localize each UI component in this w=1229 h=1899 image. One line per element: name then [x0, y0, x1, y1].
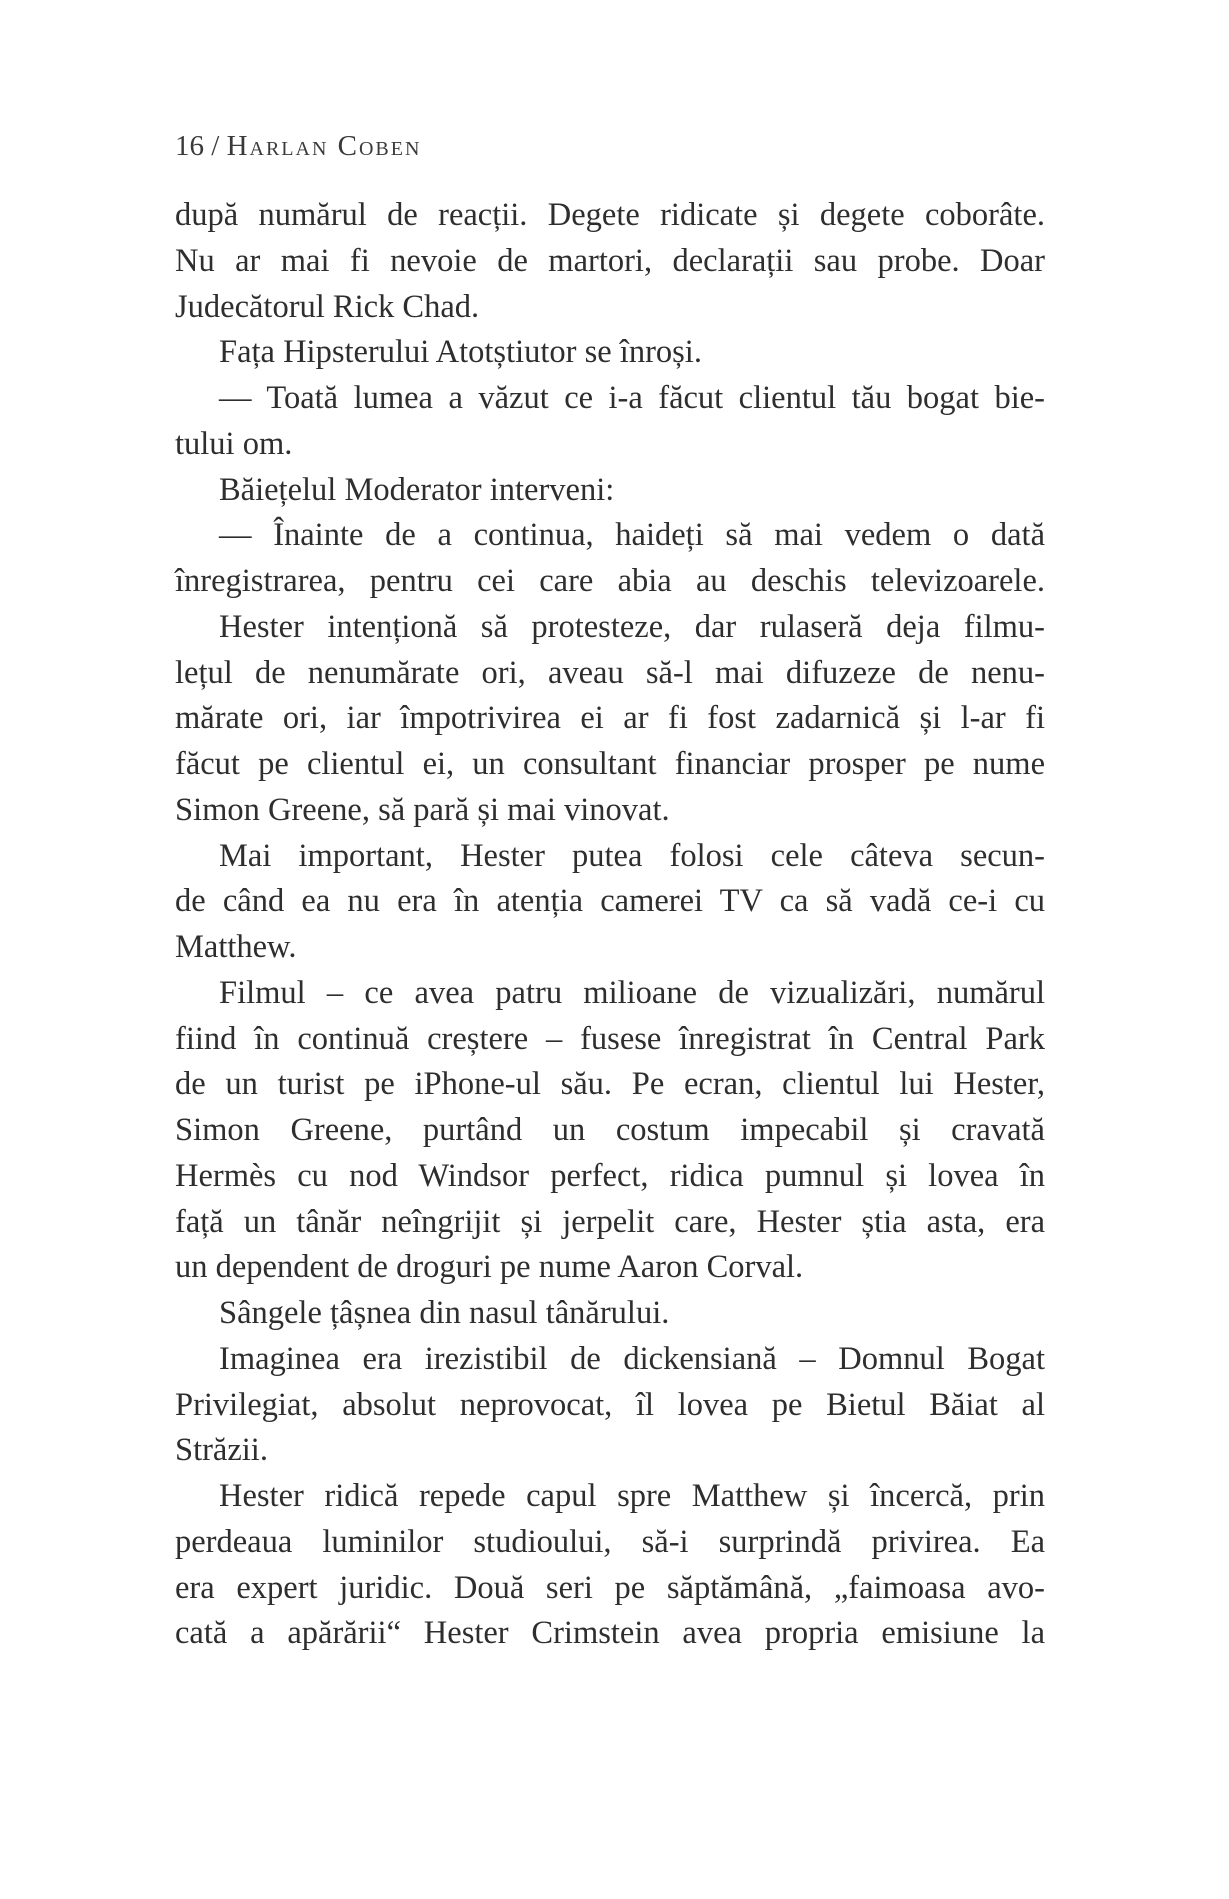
text-line: Simon Greene, purtând un costum impecabil și cravată	[175, 1112, 1045, 1148]
header-separator: /	[211, 130, 220, 162]
text-line: Hermès cu nod Windsor perfect, ridica pumnul și lovea în	[175, 1157, 1045, 1194]
text-line: Hester ridică repede capul spre Matthew și încercă, prin	[219, 1478, 1045, 1514]
body-text	[175, 193, 1045, 1657]
text-line: Judecătorul Rick Chad.	[175, 288, 480, 325]
text-line: Imaginea era irezistibil de dickensiană – Domnul Bogat	[219, 1340, 1045, 1377]
text-line: Băiețelul Moderator interveni:	[219, 471, 615, 508]
author-name: Harlan Coben	[226, 130, 422, 162]
text-line: un dependent de droguri pe nume Aaron Corval.	[175, 1249, 804, 1286]
text-line: făcut pe clientul ei, un consultant financiar prosper pe nume	[175, 746, 1045, 782]
text-line: fiind în continuă creștere – fusese înregistrat în Central Park	[175, 1020, 1045, 1057]
text-line: după numărul de reacții. Degete ridicate și degete coborâte.	[175, 197, 1045, 233]
text-line: Filmul – ce avea patru milioane de vizualizări, numărul	[219, 974, 1045, 1011]
text-line: — Toată lumea a văzut ce i-a făcut clientul tău bogat bie-	[219, 380, 1045, 416]
text-line: lețul de nenumărate ori, aveau să-l mai difuzeze de nenu-	[175, 654, 1045, 691]
text-line: Mai important, Hester putea folosi cele câteva secun-	[219, 837, 1045, 874]
page-number: 16	[175, 130, 204, 162]
text-line: Străzii.	[175, 1432, 268, 1469]
text-line: Hester intenționă să protesteze, dar rulaseră deja filmu-	[219, 608, 1045, 645]
text-line: era expert juridic. Două seri pe săptămână, „faimoasa avo-	[175, 1569, 1045, 1606]
text-line: Matthew.	[175, 929, 297, 965]
text-line: — Înainte de a continua, haideți să mai vedem o dată	[219, 517, 1045, 554]
text-line: față un tânăr neîngrijit și jerpelit care, Hester știa asta, era	[175, 1203, 1045, 1240]
text-line: tului om.	[175, 425, 293, 462]
text-line: Fața Hipsterului Atotștiutor se înroși.	[219, 334, 702, 371]
text-line: Simon Greene, să pară și mai vinovat.	[175, 791, 670, 828]
text-line: Nu ar mai fi nevoie de martori, declarații sau probe. Doar	[175, 242, 1045, 279]
text-line: de un turist pe iPhone-ul său. Pe ecran, clientul lui Hester,	[175, 1066, 1045, 1103]
text-line: mărate ori, iar împotrivirea ei ar fi fost zadarnică și l-ar fi	[175, 700, 1045, 737]
text-line: înregistrarea, pentru cei care abia au deschis televizoarele.	[175, 563, 1045, 599]
text-line: Privilegiat, absolut neprovocat, îl lovea pe Bietul Băiat al	[175, 1386, 1045, 1423]
running-header	[175, 126, 421, 166]
text-line: perdeaua luminilor studioului, să-i surprindă privirea. Ea	[175, 1523, 1045, 1560]
text-line: cată a apărării“ Hester Crimstein avea propria emisiune la	[175, 1615, 1045, 1652]
text-line: de când ea nu era în atenția camerei TV ca să vadă ce-i cu	[175, 883, 1045, 920]
text-line: Sângele țâșnea din nasul tânărului.	[219, 1295, 670, 1331]
